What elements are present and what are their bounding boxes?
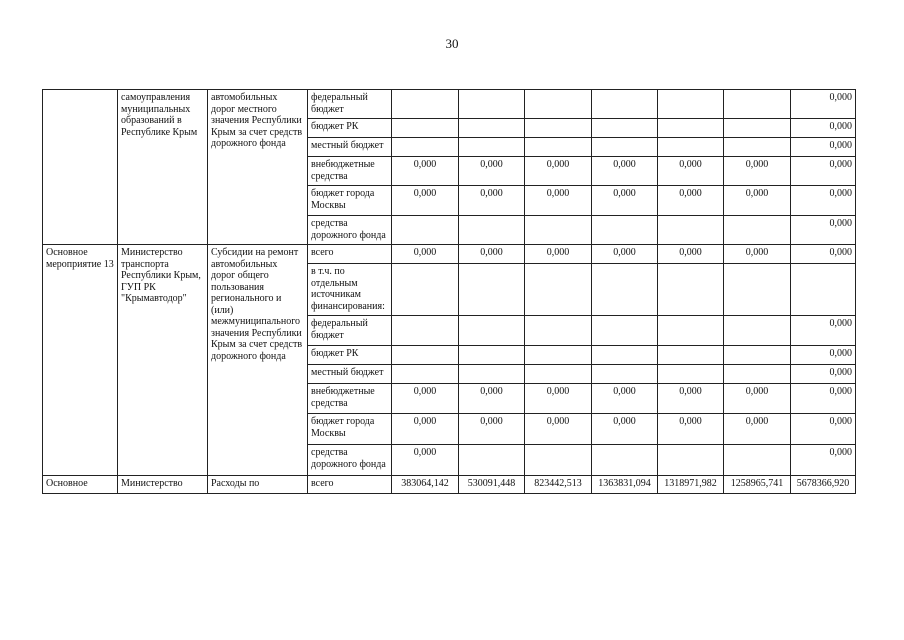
amount-cell — [658, 445, 724, 476]
funding-source-cell: федеральный бюджет — [308, 316, 392, 346]
amount-cell: 0,000 — [791, 119, 856, 138]
amount-cell — [658, 90, 724, 119]
amount-cell — [459, 119, 525, 138]
amount-cell — [791, 264, 856, 316]
funding-source-cell: бюджет города Москвы — [308, 414, 392, 445]
amount-cell: 5678366,920 — [791, 476, 856, 494]
amount-cell — [724, 119, 791, 138]
amount-cell — [592, 138, 658, 157]
amount-cell — [525, 119, 592, 138]
amount-cell: 0,000 — [459, 186, 525, 216]
amount-cell — [525, 316, 592, 346]
amount-cell — [592, 365, 658, 384]
amount-cell: 0,000 — [791, 186, 856, 216]
event-name-cell: Основное мероприятие 13 — [43, 245, 118, 476]
funding-source-cell: внебюджетные средства — [308, 384, 392, 414]
funding-source-cell: бюджет РК — [308, 119, 392, 138]
amount-cell: 0,000 — [658, 245, 724, 264]
amount-cell — [592, 346, 658, 365]
amount-cell — [724, 216, 791, 245]
amount-cell — [392, 90, 459, 119]
amount-cell — [459, 316, 525, 346]
amount-cell: 0,000 — [392, 414, 459, 445]
amount-cell: 0,000 — [724, 414, 791, 445]
table-row — [43, 90, 856, 119]
amount-cell: 823442,513 — [525, 476, 592, 494]
amount-cell: 0,000 — [724, 186, 791, 216]
amount-cell — [525, 445, 592, 476]
amount-cell — [592, 316, 658, 346]
amount-cell: 0,000 — [459, 157, 525, 186]
amount-cell: 0,000 — [791, 414, 856, 445]
amount-cell — [525, 346, 592, 365]
amount-cell: 0,000 — [791, 138, 856, 157]
amount-cell: 0,000 — [525, 245, 592, 264]
amount-cell — [658, 216, 724, 245]
amount-cell: 0,000 — [459, 245, 525, 264]
amount-cell: 1258965,741 — [724, 476, 791, 494]
amount-cell — [459, 264, 525, 316]
amount-cell — [592, 264, 658, 316]
amount-cell: 0,000 — [658, 384, 724, 414]
amount-cell: 1363831,094 — [592, 476, 658, 494]
executor-cell: самоуправления муниципальных образований в Республике Крым — [118, 90, 208, 245]
amount-cell — [658, 346, 724, 365]
amount-cell: 0,000 — [525, 186, 592, 216]
amount-cell — [724, 445, 791, 476]
event-name-cell: Основное — [43, 476, 118, 494]
amount-cell — [525, 365, 592, 384]
amount-cell — [724, 346, 791, 365]
funding-source-cell: федеральный бюджет — [308, 90, 392, 119]
amount-cell — [525, 138, 592, 157]
amount-cell: 383064,142 — [392, 476, 459, 494]
amount-cell — [658, 264, 724, 316]
amount-cell — [525, 90, 592, 119]
funding-source-cell: местный бюджет — [308, 365, 392, 384]
amount-cell — [525, 216, 592, 245]
amount-cell — [459, 365, 525, 384]
amount-cell — [658, 316, 724, 346]
amount-cell: 0,000 — [791, 157, 856, 186]
description-cell: Субсидии на ремонт автомобильных дорог общего пользования регионального и (или) межмуниципального значения Республики Крым за счет средств дорожного фонда — [208, 245, 308, 476]
amount-cell — [724, 90, 791, 119]
amount-cell: 0,000 — [525, 414, 592, 445]
description-cell: автомобильных дорог местного значения Республики Крым за счет средств дорожного фонда — [208, 90, 308, 245]
amount-cell: 0,000 — [459, 384, 525, 414]
amount-cell: 0,000 — [791, 384, 856, 414]
amount-cell: 1318971,982 — [658, 476, 724, 494]
funding-source-cell: бюджет РК — [308, 346, 392, 365]
amount-cell: 0,000 — [459, 414, 525, 445]
amount-cell: 0,000 — [658, 157, 724, 186]
amount-cell — [392, 119, 459, 138]
amount-cell — [525, 264, 592, 316]
budget-table — [42, 89, 856, 494]
amount-cell — [658, 138, 724, 157]
amount-cell: 0,000 — [392, 384, 459, 414]
amount-cell: 0,000 — [724, 157, 791, 186]
amount-cell — [724, 316, 791, 346]
amount-cell: 530091,448 — [459, 476, 525, 494]
event-name-cell — [43, 90, 118, 245]
amount-cell: 0,000 — [791, 316, 856, 346]
amount-cell — [724, 138, 791, 157]
amount-cell — [592, 119, 658, 138]
amount-cell — [459, 346, 525, 365]
amount-cell: 0,000 — [658, 414, 724, 445]
amount-cell: 0,000 — [592, 414, 658, 445]
funding-source-cell: всего — [308, 476, 392, 494]
amount-cell: 0,000 — [592, 384, 658, 414]
amount-cell — [459, 138, 525, 157]
amount-cell: 0,000 — [724, 384, 791, 414]
funding-source-cell: средства дорожного фонда — [308, 445, 392, 476]
amount-cell: 0,000 — [791, 346, 856, 365]
description-cell: Расходы по — [208, 476, 308, 494]
amount-cell — [658, 119, 724, 138]
table-row — [43, 245, 856, 264]
amount-cell: 0,000 — [525, 384, 592, 414]
table-row — [43, 476, 856, 494]
amount-cell: 0,000 — [392, 445, 459, 476]
amount-cell — [592, 90, 658, 119]
amount-cell: 0,000 — [791, 245, 856, 264]
amount-cell — [459, 90, 525, 119]
amount-cell — [592, 445, 658, 476]
amount-cell: 0,000 — [791, 90, 856, 119]
amount-cell: 0,000 — [658, 186, 724, 216]
amount-cell — [724, 264, 791, 316]
amount-cell — [392, 138, 459, 157]
amount-cell: 0,000 — [592, 186, 658, 216]
amount-cell: 0,000 — [724, 245, 791, 264]
amount-cell — [392, 316, 459, 346]
amount-cell: 0,000 — [791, 216, 856, 245]
amount-cell: 0,000 — [392, 245, 459, 264]
page-number: 30 — [445, 36, 459, 51]
funding-source-cell: в т.ч. по отдельным источникам финансирования: — [308, 264, 392, 316]
amount-cell: 0,000 — [791, 365, 856, 384]
executor-cell: Министерство — [118, 476, 208, 494]
amount-cell: 0,000 — [592, 157, 658, 186]
amount-cell: 0,000 — [392, 157, 459, 186]
amount-cell: 0,000 — [592, 245, 658, 264]
funding-source-cell: бюджет города Москвы — [308, 186, 392, 216]
amount-cell: 0,000 — [525, 157, 592, 186]
amount-cell — [724, 365, 791, 384]
amount-cell — [658, 365, 724, 384]
amount-cell — [392, 264, 459, 316]
amount-cell — [392, 216, 459, 245]
amount-cell — [459, 445, 525, 476]
executor-cell: Министерство транспорта Республики Крым, ГУП РК "Крымавтодор" — [118, 245, 208, 476]
funding-source-cell: средства дорожного фонда — [308, 216, 392, 245]
funding-source-cell: местный бюджет — [308, 138, 392, 157]
amount-cell — [592, 216, 658, 245]
amount-cell — [392, 365, 459, 384]
amount-cell: 0,000 — [791, 445, 856, 476]
funding-source-cell: всего — [308, 245, 392, 264]
amount-cell: 0,000 — [392, 186, 459, 216]
amount-cell — [392, 346, 459, 365]
funding-source-cell: внебюджетные средства — [308, 157, 392, 186]
amount-cell — [459, 216, 525, 245]
